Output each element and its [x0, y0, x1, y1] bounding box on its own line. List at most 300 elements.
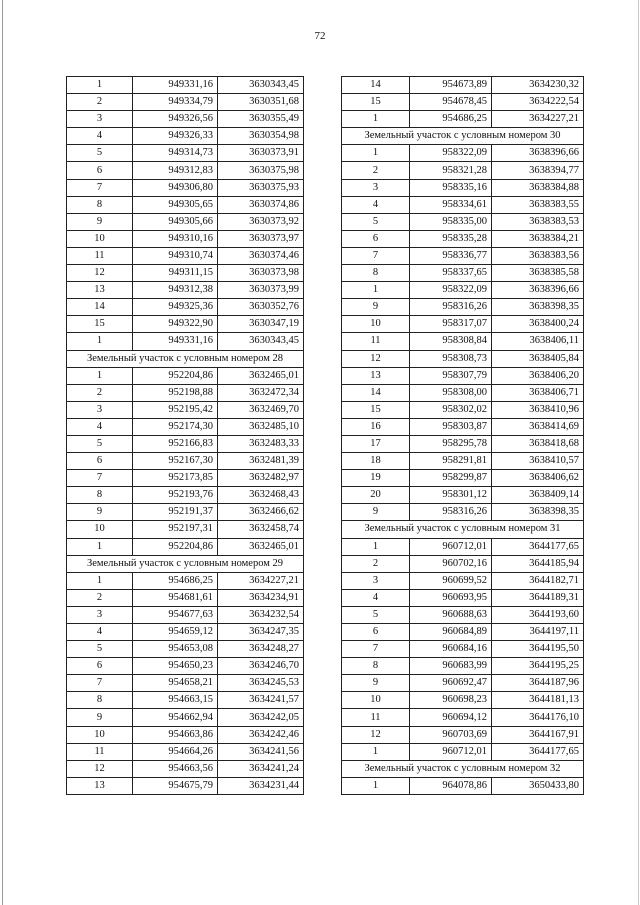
y-coordinate-cell: 3644176,10	[492, 709, 584, 726]
x-coordinate-cell: 954681,61	[133, 589, 218, 606]
y-coordinate-cell: 3630374,46	[218, 247, 304, 264]
x-coordinate-cell: 958336,77	[410, 247, 492, 264]
x-coordinate-cell: 954663,15	[133, 692, 218, 709]
x-coordinate-cell: 952204,86	[133, 538, 218, 555]
table-row	[342, 265, 584, 282]
y-coordinate-cell: 3644187,96	[492, 675, 584, 692]
point-number-cell: 11	[342, 709, 410, 726]
table-row	[67, 658, 304, 675]
table-row	[67, 675, 304, 692]
table-row	[342, 196, 584, 213]
point-number-cell: 1	[342, 145, 410, 162]
x-coordinate-cell: 958308,84	[410, 333, 492, 350]
y-coordinate-cell: 3630375,98	[218, 162, 304, 179]
x-coordinate-cell: 964078,86	[410, 777, 492, 794]
point-number-cell: 10	[342, 316, 410, 333]
x-coordinate-cell: 958303,87	[410, 418, 492, 435]
table-row	[342, 111, 584, 128]
table-row	[342, 94, 584, 111]
x-coordinate-cell: 958307,79	[410, 367, 492, 384]
y-coordinate-cell: 3650433,80	[492, 777, 584, 794]
table-row	[342, 145, 584, 162]
point-number-cell: 20	[342, 487, 410, 504]
y-coordinate-cell: 3638384,21	[492, 230, 584, 247]
y-coordinate-cell: 3638409,14	[492, 487, 584, 504]
x-coordinate-cell: 952174,30	[133, 418, 218, 435]
point-number-cell: 3	[342, 572, 410, 589]
y-coordinate-cell: 3638398,35	[492, 504, 584, 521]
point-number-cell: 5	[67, 145, 133, 162]
y-coordinate-cell: 3634246,70	[218, 658, 304, 675]
table-row	[67, 606, 304, 623]
x-coordinate-cell: 958335,00	[410, 213, 492, 230]
x-coordinate-cell: 958322,09	[410, 145, 492, 162]
y-coordinate-cell: 3632458,74	[218, 521, 304, 538]
y-coordinate-cell: 3634241,24	[218, 760, 304, 777]
y-coordinate-cell: 3638385,58	[492, 265, 584, 282]
point-number-cell: 3	[67, 401, 133, 418]
point-number-cell: 1	[342, 282, 410, 299]
y-coordinate-cell: 3638406,20	[492, 367, 584, 384]
point-number-cell: 12	[342, 350, 410, 367]
table-row	[67, 94, 304, 111]
point-number-cell: 2	[342, 162, 410, 179]
table-row	[342, 299, 584, 316]
x-coordinate-cell: 949305,65	[133, 196, 218, 213]
y-coordinate-cell: 3638383,53	[492, 213, 584, 230]
point-number-cell: 4	[67, 128, 133, 145]
table-row	[67, 538, 304, 555]
table-row	[342, 743, 584, 760]
x-coordinate-cell: 960712,01	[410, 538, 492, 555]
y-coordinate-cell: 3638406,62	[492, 470, 584, 487]
point-number-cell: 15	[67, 316, 133, 333]
y-coordinate-cell: 3634227,21	[492, 111, 584, 128]
y-coordinate-cell: 3634242,05	[218, 709, 304, 726]
y-coordinate-cell: 3634245,53	[218, 675, 304, 692]
section-header-row	[342, 128, 584, 145]
y-coordinate-cell: 3630351,68	[218, 94, 304, 111]
y-coordinate-cell: 3638400,24	[492, 316, 584, 333]
parcel-header: Земельный участок с условным номером 28	[67, 350, 304, 367]
point-number-cell: 11	[67, 743, 133, 760]
x-coordinate-cell: 958301,12	[410, 487, 492, 504]
point-number-cell: 10	[67, 726, 133, 743]
y-coordinate-cell: 3632465,01	[218, 367, 304, 384]
point-number-cell: 2	[67, 384, 133, 401]
point-number-cell: 11	[67, 247, 133, 264]
point-number-cell: 4	[67, 624, 133, 641]
table-row	[342, 247, 584, 264]
point-number-cell: 8	[67, 487, 133, 504]
x-coordinate-cell: 954658,21	[133, 675, 218, 692]
table-row	[342, 77, 584, 94]
section-header-row	[67, 350, 304, 367]
x-coordinate-cell: 954686,25	[410, 111, 492, 128]
table-row	[342, 777, 584, 794]
y-coordinate-cell: 3644182,71	[492, 572, 584, 589]
table-row	[342, 624, 584, 641]
table-row	[67, 179, 304, 196]
y-coordinate-cell: 3644189,31	[492, 589, 584, 606]
coordinates-table-right	[341, 76, 584, 795]
point-number-cell: 17	[342, 435, 410, 452]
point-number-cell: 15	[342, 401, 410, 418]
point-number-cell: 9	[67, 504, 133, 521]
table-row	[67, 453, 304, 470]
table-row	[67, 743, 304, 760]
x-coordinate-cell: 952198,88	[133, 384, 218, 401]
table-row	[67, 162, 304, 179]
x-coordinate-cell: 958317,07	[410, 316, 492, 333]
point-number-cell: 15	[342, 94, 410, 111]
y-coordinate-cell: 3630373,97	[218, 230, 304, 247]
x-coordinate-cell: 952191,37	[133, 504, 218, 521]
x-coordinate-cell: 954650,23	[133, 658, 218, 675]
table-row	[342, 470, 584, 487]
table-row	[67, 401, 304, 418]
point-number-cell: 7	[342, 641, 410, 658]
y-coordinate-cell: 3638406,71	[492, 384, 584, 401]
section-header-row	[67, 555, 304, 572]
table-row	[67, 572, 304, 589]
y-coordinate-cell: 3630373,99	[218, 282, 304, 299]
x-coordinate-cell: 958302,02	[410, 401, 492, 418]
y-coordinate-cell: 3638418,68	[492, 435, 584, 452]
point-number-cell: 2	[67, 94, 133, 111]
y-coordinate-cell: 3634231,44	[218, 777, 304, 794]
x-coordinate-cell: 952167,30	[133, 453, 218, 470]
table-row	[342, 213, 584, 230]
table-row	[67, 230, 304, 247]
x-coordinate-cell: 952195,42	[133, 401, 218, 418]
table-row	[67, 777, 304, 794]
point-number-cell: 6	[67, 162, 133, 179]
table-row	[342, 435, 584, 452]
y-coordinate-cell: 3634241,56	[218, 743, 304, 760]
table-row	[67, 726, 304, 743]
section-header-row	[342, 521, 584, 538]
x-coordinate-cell: 954673,89	[410, 77, 492, 94]
x-coordinate-cell: 960684,89	[410, 624, 492, 641]
table-row	[67, 470, 304, 487]
x-coordinate-cell: 960692,47	[410, 675, 492, 692]
y-coordinate-cell: 3644177,65	[492, 538, 584, 555]
y-coordinate-cell: 3644197,11	[492, 624, 584, 641]
table-row	[342, 641, 584, 658]
point-number-cell: 1	[342, 743, 410, 760]
point-number-cell: 7	[342, 247, 410, 264]
table-row	[342, 675, 584, 692]
x-coordinate-cell: 954663,86	[133, 726, 218, 743]
table-row	[342, 487, 584, 504]
y-coordinate-cell: 3632472,34	[218, 384, 304, 401]
point-number-cell: 6	[67, 658, 133, 675]
x-coordinate-cell: 960688,63	[410, 606, 492, 623]
x-coordinate-cell: 949331,16	[133, 77, 218, 94]
y-coordinate-cell: 3638383,56	[492, 247, 584, 264]
table-row	[342, 538, 584, 555]
point-number-cell: 4	[342, 196, 410, 213]
point-number-cell: 5	[342, 213, 410, 230]
x-coordinate-cell: 954663,56	[133, 760, 218, 777]
y-coordinate-cell: 3644195,50	[492, 641, 584, 658]
x-coordinate-cell: 960694,12	[410, 709, 492, 726]
table-row	[67, 692, 304, 709]
table-row	[67, 265, 304, 282]
table-row	[67, 111, 304, 128]
point-number-cell: 8	[67, 692, 133, 709]
point-number-cell: 1	[67, 367, 133, 384]
y-coordinate-cell: 3632468,43	[218, 487, 304, 504]
point-number-cell: 1	[342, 777, 410, 794]
table-row	[67, 299, 304, 316]
x-coordinate-cell: 949314,73	[133, 145, 218, 162]
point-number-cell: 11	[342, 333, 410, 350]
y-coordinate-cell: 3644185,94	[492, 555, 584, 572]
table-row	[67, 487, 304, 504]
point-number-cell: 4	[342, 589, 410, 606]
y-coordinate-cell: 3632465,01	[218, 538, 304, 555]
x-coordinate-cell: 954653,08	[133, 641, 218, 658]
table-row	[342, 384, 584, 401]
x-coordinate-cell: 960684,16	[410, 641, 492, 658]
x-coordinate-cell: 960698,23	[410, 692, 492, 709]
y-coordinate-cell: 3644167,91	[492, 726, 584, 743]
table-row	[67, 367, 304, 384]
table-row	[342, 350, 584, 367]
x-coordinate-cell: 952173,85	[133, 470, 218, 487]
table-row	[67, 145, 304, 162]
y-coordinate-cell: 3638406,11	[492, 333, 584, 350]
x-coordinate-cell: 949311,15	[133, 265, 218, 282]
point-number-cell: 3	[67, 111, 133, 128]
y-coordinate-cell: 3630347,19	[218, 316, 304, 333]
table-row	[342, 692, 584, 709]
point-number-cell: 2	[342, 555, 410, 572]
table-row	[342, 367, 584, 384]
point-number-cell: 9	[342, 299, 410, 316]
point-number-cell: 12	[342, 726, 410, 743]
x-coordinate-cell: 952197,31	[133, 521, 218, 538]
scan-right-edge	[638, 0, 639, 905]
point-number-cell: 6	[342, 624, 410, 641]
point-number-cell: 7	[67, 179, 133, 196]
table-row	[67, 435, 304, 452]
table-row	[342, 504, 584, 521]
x-coordinate-cell: 949310,74	[133, 247, 218, 264]
table-row	[67, 521, 304, 538]
parcel-header: Земельный участок с условным номером 29	[67, 555, 304, 572]
y-coordinate-cell: 3634248,27	[218, 641, 304, 658]
x-coordinate-cell: 949325,36	[133, 299, 218, 316]
x-coordinate-cell: 958308,00	[410, 384, 492, 401]
y-coordinate-cell: 3630373,98	[218, 265, 304, 282]
x-coordinate-cell: 952166,83	[133, 435, 218, 452]
y-coordinate-cell: 3630354,98	[218, 128, 304, 145]
parcel-header: Земельный участок с условным номером 30	[342, 128, 584, 145]
y-coordinate-cell: 3632469,70	[218, 401, 304, 418]
table-row	[67, 282, 304, 299]
table-row	[67, 196, 304, 213]
table-row	[67, 77, 304, 94]
point-number-cell: 9	[67, 213, 133, 230]
x-coordinate-cell: 958334,61	[410, 196, 492, 213]
y-coordinate-cell: 3630343,45	[218, 333, 304, 350]
y-coordinate-cell: 3638414,69	[492, 418, 584, 435]
page-number: 72	[314, 30, 326, 42]
x-coordinate-cell: 960683,99	[410, 658, 492, 675]
point-number-cell: 3	[67, 606, 133, 623]
x-coordinate-cell: 949310,16	[133, 230, 218, 247]
x-coordinate-cell: 954686,25	[133, 572, 218, 589]
x-coordinate-cell: 954675,79	[133, 777, 218, 794]
y-coordinate-cell: 3630343,45	[218, 77, 304, 94]
x-coordinate-cell: 949322,90	[133, 316, 218, 333]
table-row	[67, 709, 304, 726]
table-row	[67, 418, 304, 435]
table-row	[342, 709, 584, 726]
table-row	[67, 624, 304, 641]
x-coordinate-cell: 960703,69	[410, 726, 492, 743]
point-number-cell: 1	[342, 111, 410, 128]
table-row	[342, 179, 584, 196]
y-coordinate-cell: 3638396,66	[492, 282, 584, 299]
point-number-cell: 10	[342, 692, 410, 709]
point-number-cell: 6	[67, 453, 133, 470]
y-coordinate-cell: 3630375,93	[218, 179, 304, 196]
table-row	[342, 333, 584, 350]
table-row	[342, 589, 584, 606]
point-number-cell: 9	[342, 675, 410, 692]
point-number-cell: 6	[342, 230, 410, 247]
table-row	[342, 316, 584, 333]
point-number-cell: 14	[342, 77, 410, 94]
y-coordinate-cell: 3634234,91	[218, 589, 304, 606]
point-number-cell: 3	[342, 179, 410, 196]
x-coordinate-cell: 949334,79	[133, 94, 218, 111]
y-coordinate-cell: 3630352,76	[218, 299, 304, 316]
x-coordinate-cell: 958308,73	[410, 350, 492, 367]
x-coordinate-cell: 960693,95	[410, 589, 492, 606]
x-coordinate-cell: 958291,81	[410, 453, 492, 470]
table-row	[67, 316, 304, 333]
x-coordinate-cell: 949326,56	[133, 111, 218, 128]
table-row	[342, 401, 584, 418]
y-coordinate-cell: 3634230,32	[492, 77, 584, 94]
point-number-cell: 13	[342, 367, 410, 384]
point-number-cell: 1	[67, 77, 133, 94]
table-row	[342, 230, 584, 247]
table-row	[342, 453, 584, 470]
x-coordinate-cell: 952204,86	[133, 367, 218, 384]
point-number-cell: 19	[342, 470, 410, 487]
x-coordinate-cell: 954678,45	[410, 94, 492, 111]
point-number-cell: 8	[342, 658, 410, 675]
y-coordinate-cell: 3638394,77	[492, 162, 584, 179]
x-coordinate-cell: 958322,09	[410, 282, 492, 299]
y-coordinate-cell: 3638405,84	[492, 350, 584, 367]
coordinates-table-left	[66, 76, 304, 795]
y-coordinate-cell: 3644177,65	[492, 743, 584, 760]
table-row	[342, 658, 584, 675]
x-coordinate-cell: 954677,63	[133, 606, 218, 623]
table-row	[67, 128, 304, 145]
table-row	[342, 418, 584, 435]
point-number-cell: 5	[67, 641, 133, 658]
y-coordinate-cell: 3632483,33	[218, 435, 304, 452]
point-number-cell: 5	[67, 435, 133, 452]
x-coordinate-cell: 954662,94	[133, 709, 218, 726]
parcel-header: Земельный участок с условным номером 32	[342, 760, 584, 777]
table-row	[67, 641, 304, 658]
point-number-cell: 9	[342, 504, 410, 521]
x-coordinate-cell: 954664,26	[133, 743, 218, 760]
point-number-cell: 1	[67, 538, 133, 555]
y-coordinate-cell: 3632481,39	[218, 453, 304, 470]
point-number-cell: 7	[67, 470, 133, 487]
point-number-cell: 2	[67, 589, 133, 606]
point-number-cell: 9	[67, 709, 133, 726]
point-number-cell: 18	[342, 453, 410, 470]
y-coordinate-cell: 3630373,92	[218, 213, 304, 230]
x-coordinate-cell: 949312,83	[133, 162, 218, 179]
point-number-cell: 14	[67, 299, 133, 316]
point-number-cell: 8	[67, 196, 133, 213]
table-row	[67, 333, 304, 350]
x-coordinate-cell: 949312,38	[133, 282, 218, 299]
x-coordinate-cell: 958337,65	[410, 265, 492, 282]
table-row	[67, 504, 304, 521]
y-coordinate-cell: 3634242,46	[218, 726, 304, 743]
point-number-cell: 1	[67, 333, 133, 350]
x-coordinate-cell: 949326,33	[133, 128, 218, 145]
y-coordinate-cell: 3634241,57	[218, 692, 304, 709]
x-coordinate-cell: 949306,80	[133, 179, 218, 196]
table-row	[342, 726, 584, 743]
point-number-cell: 13	[67, 777, 133, 794]
scan-left-edge	[2, 0, 3, 905]
point-number-cell: 12	[67, 760, 133, 777]
x-coordinate-cell: 960702,16	[410, 555, 492, 572]
y-coordinate-cell: 3638384,88	[492, 179, 584, 196]
y-coordinate-cell: 3634222,54	[492, 94, 584, 111]
point-number-cell: 4	[67, 418, 133, 435]
point-number-cell: 5	[342, 606, 410, 623]
x-coordinate-cell: 952193,76	[133, 487, 218, 504]
table-row	[67, 247, 304, 264]
point-number-cell: 14	[342, 384, 410, 401]
y-coordinate-cell: 3638398,35	[492, 299, 584, 316]
y-coordinate-cell: 3634227,21	[218, 572, 304, 589]
point-number-cell: 1	[67, 572, 133, 589]
y-coordinate-cell: 3634247,35	[218, 624, 304, 641]
parcel-header: Земельный участок с условным номером 31	[342, 521, 584, 538]
point-number-cell: 12	[67, 265, 133, 282]
table-row	[67, 760, 304, 777]
y-coordinate-cell: 3638410,96	[492, 401, 584, 418]
y-coordinate-cell: 3634232,54	[218, 606, 304, 623]
x-coordinate-cell: 954659,12	[133, 624, 218, 641]
table-row	[342, 282, 584, 299]
y-coordinate-cell: 3644195,25	[492, 658, 584, 675]
x-coordinate-cell: 960699,52	[410, 572, 492, 589]
table-row	[342, 555, 584, 572]
point-number-cell: 1	[342, 538, 410, 555]
point-number-cell: 10	[67, 230, 133, 247]
point-number-cell: 8	[342, 265, 410, 282]
table-row	[67, 384, 304, 401]
